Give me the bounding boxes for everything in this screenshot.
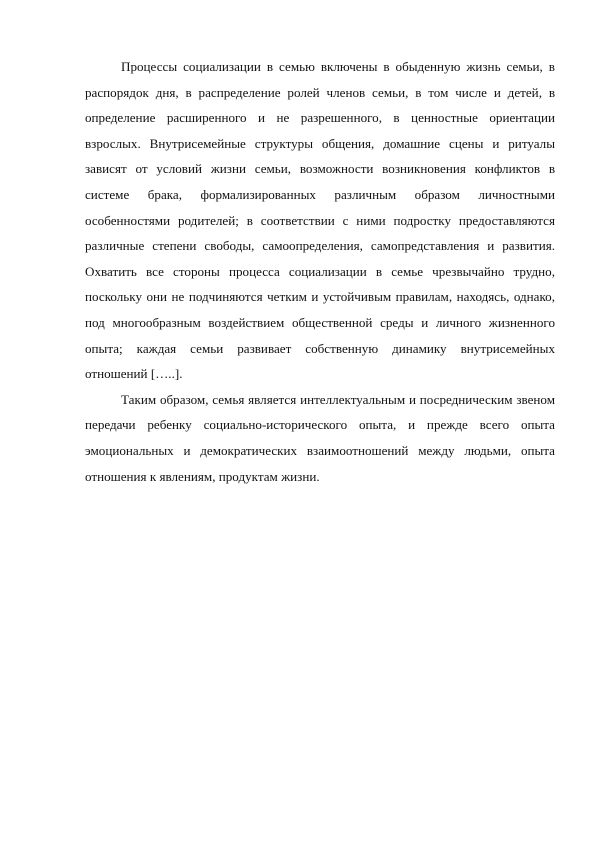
paragraph-1: Процессы социализации в семью включены в обыденную жизнь семьи, в распорядок дня, в распределение ролей членов семьи, в том числе и детей, в определение расширенного и не разрешенного, в ценностные ориентации взрослых. Внутрисемейные структуры общения, домашние сцены и ритуалы зависят от условий жизни семьи, возможности возникновения конфликтов в системе брака, формализированных различным образом личностными особенностями родителей; в соответствии с ними подростку предоставляются различные степени свободы, самоопределения, самопредставления и развития. Охватить все стороны процесса социализации в семье чрезвычайно трудно, поскольку они не подчиняются четким и устойчивым правилам, находясь, однако, под многообразным воздействием общественной среды и личного жизненного опыта; каждая семьи развивает собственную динамику внутрисемейных отношений […..]. [85,59,555,382]
document-page [85,54,555,489]
paragraph-2: Таким образом, семья является интеллектуальным и посредническим звеном передачи ребенку социально-исторического опыта, и прежде всего опыта эмоциональных и демократических взаимоотношений между людьми, опыта отношения к явлениям, продуктам жизни. [85,391,555,484]
